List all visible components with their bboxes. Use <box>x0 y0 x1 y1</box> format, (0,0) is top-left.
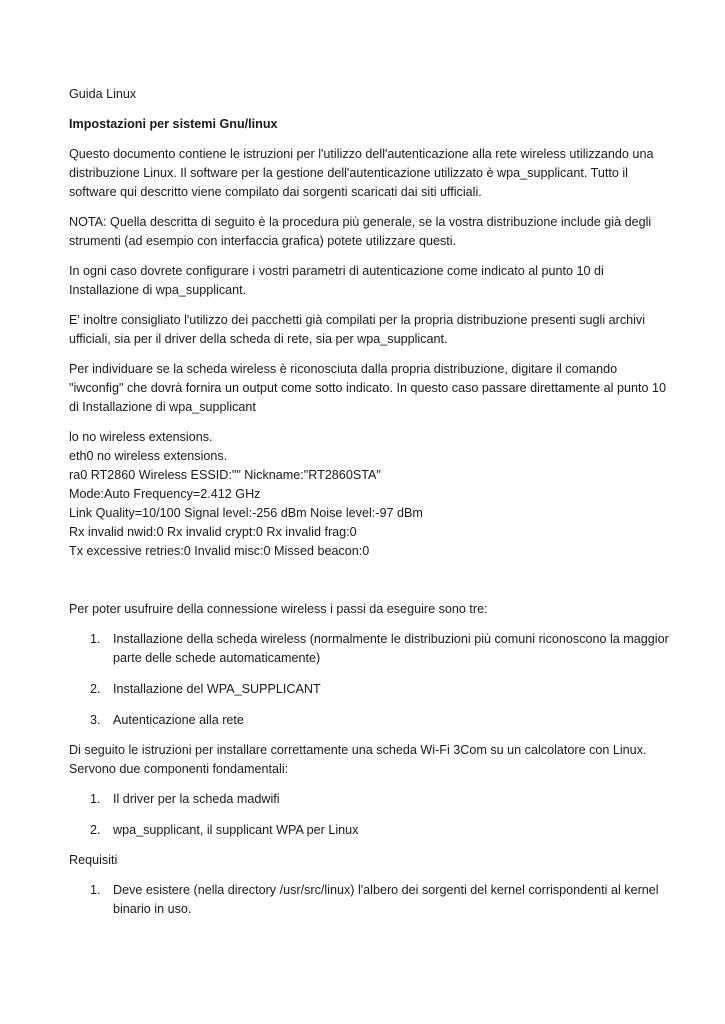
steps-list <box>69 630 669 730</box>
list-text: Installazione della scheda wireless (normalmente le distribuzioni più comuni riconoscono la maggior parte delle schede automaticamente) <box>113 632 669 665</box>
list-text: Installazione del WPA_SUPPLICANT <box>113 682 321 696</box>
list-number: 1. <box>90 792 101 806</box>
steps-intro: Per poter usufruire della connessione wireless i passi da eseguire sono tre: <box>69 602 488 616</box>
output-line: Mode:Auto Frequency=2.412 GHz <box>69 487 261 501</box>
list-number: 2. <box>90 823 101 837</box>
output-line: Tx excessive retries:0 Invalid misc:0 Missed beacon:0 <box>69 544 370 558</box>
components-list <box>69 790 669 840</box>
list-number: 3. <box>90 713 101 727</box>
list-item <box>69 790 669 809</box>
components-intro: Di seguito le istruzioni per installare correttamente una scheda Wi-Fi 3Com su un calcolatore con Linux. Servono due componenti fondamentali: <box>69 743 647 776</box>
list-number: 1. <box>90 883 101 897</box>
list-item <box>69 881 669 919</box>
list-item <box>69 711 669 730</box>
list-item <box>69 680 669 699</box>
output-line: eth0 no wireless extensions. <box>69 449 228 463</box>
requirements-label: Requisiti <box>69 853 118 867</box>
section-title: Impostazioni per sistemi Gnu/linux <box>69 117 278 131</box>
output-line: lo no wireless extensions. <box>69 430 213 444</box>
output-line: Link Quality=10/100 Signal level:-256 dBm Noise level:-97 dBm <box>69 506 423 520</box>
list-number: 2. <box>90 682 101 696</box>
list-number: 1. <box>90 632 101 646</box>
list-text: Deve esistere (nella directory /usr/src/linux) l'albero dei sorgenti del kernel corrispondenti al kernel binario in uso. <box>113 883 659 916</box>
paragraph-intro: Questo documento contiene le istruzioni per l'utilizzo dell'autenticazione alla rete wireless utilizzando una distribuzione Linux. Il software per la gestione dell'autenticazione utilizzato è wpa_supplicant. Tutto il software qui descritto viene compilato dai sorgenti scaricati dai siti ufficiali. <box>69 147 654 199</box>
list-item <box>69 630 669 668</box>
header-line: Guida Linux <box>69 87 137 101</box>
list-item <box>69 821 669 840</box>
paragraph-packages: E' inoltre consigliato l'utilizzo dei pacchetti già compilati per la propria distribuzione presenti sugli archivi ufficiali, sia per il driver della scheda di rete, sia per wpa_supplicant. <box>69 313 646 346</box>
output-line: ra0 RT2860 Wireless ESSID:"" Nickname:"RT2860STA" <box>69 468 381 482</box>
document-page <box>69 85 669 930</box>
list-text: wpa_supplicant, il supplicant WPA per Linux <box>113 823 359 837</box>
iwconfig-output <box>69 428 669 561</box>
output-line: Rx invalid nwid:0 Rx invalid crypt:0 Rx invalid frag:0 <box>69 525 357 539</box>
list-text: Autenticazione alla rete <box>113 713 244 727</box>
paragraph-iwconfig: Per individuare se la scheda wireless è riconosciuta dalla propria distribuzione, digitare il comando "iwconfig" che dovrà fornira un output come sotto indicato. In questo caso passare direttamente al punto 10 di Installazione di wpa_supplicant <box>69 362 667 414</box>
requirements-list <box>69 881 669 919</box>
list-text: Il driver per la scheda madwifi <box>113 792 280 806</box>
paragraph-note: NOTA: Quella descritta di seguito è la procedura più generale, se la vostra distribuzione include già degli strumenti (ad esempio con interfaccia grafica) potete utilizzare questi. <box>69 215 652 248</box>
paragraph-config: In ogni caso dovrete configurare i vostri parametri di autenticazione come indicato al punto 10 di Installazione di wpa_supplicant. <box>69 264 604 297</box>
